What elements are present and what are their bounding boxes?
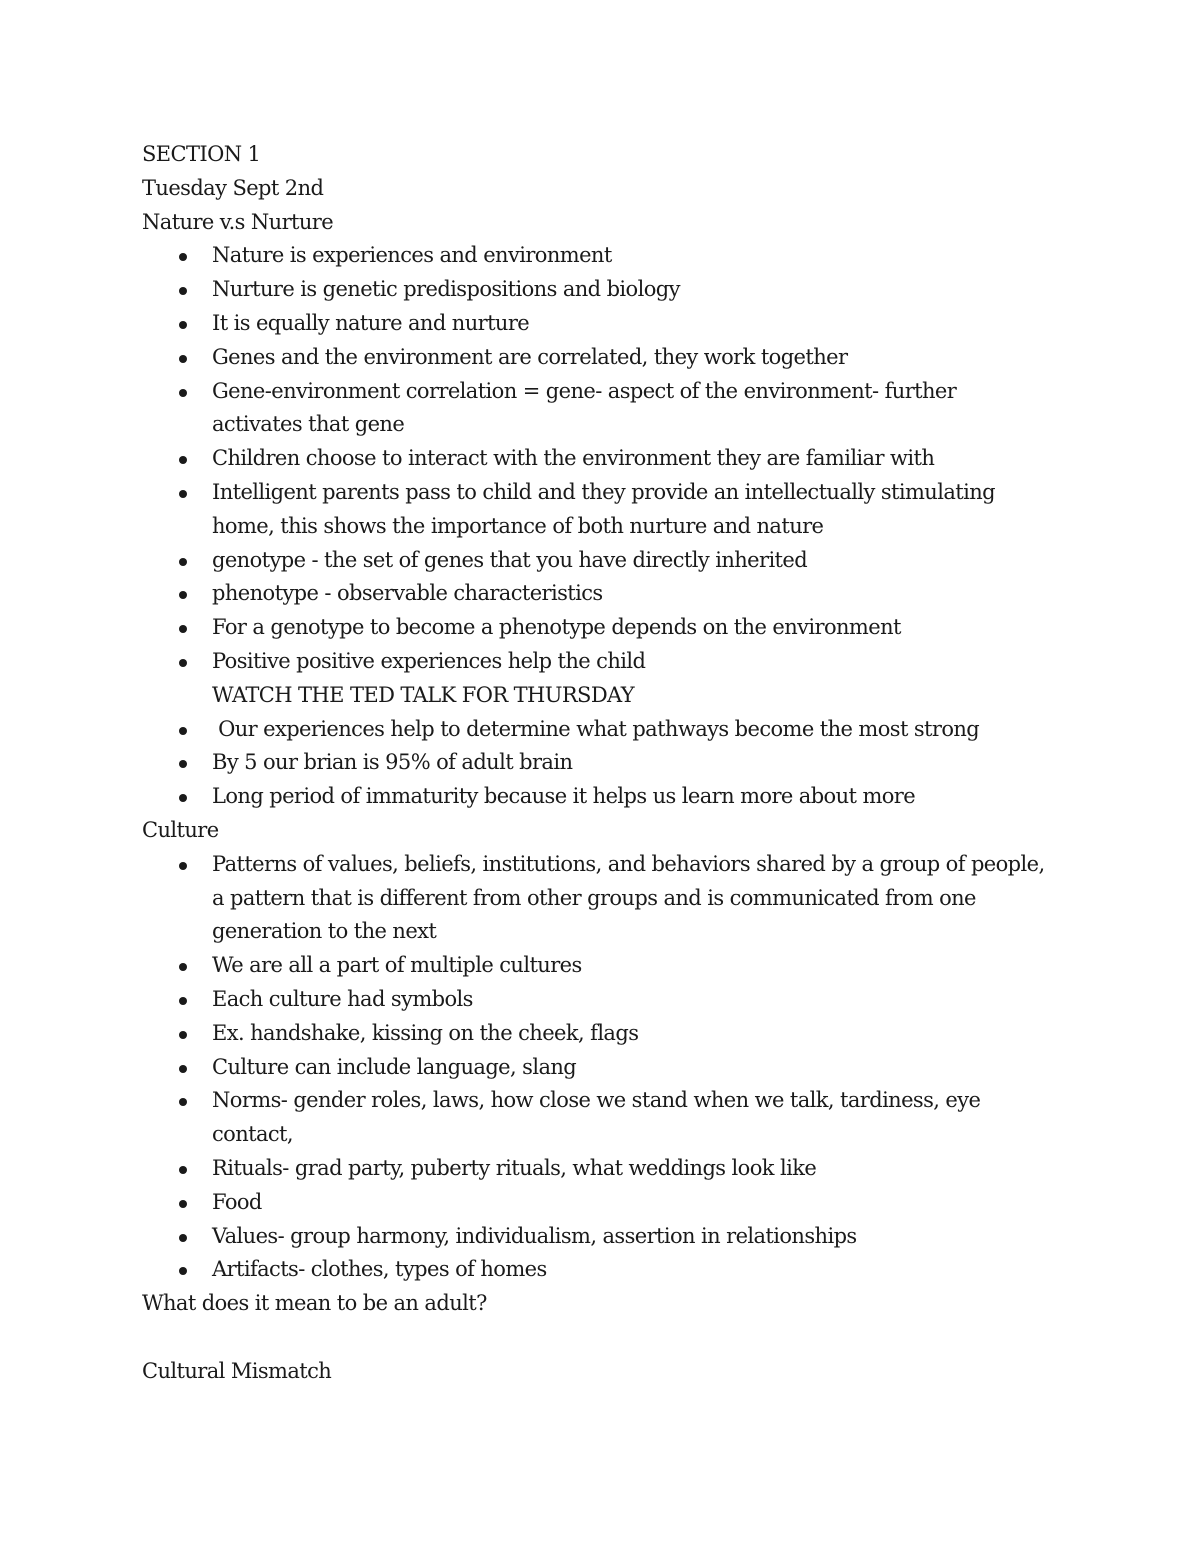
list-item: Long period of immaturity because it helps us learn more about more [142,780,1072,814]
list-item: It is equally nature and nurture [142,307,1072,341]
blank-line [142,1321,1072,1355]
nature-heading: Nature v.s Nurture [142,209,334,234]
document-page [142,138,1072,1388]
list-item: Gene-environment correlation = gene- aspect of the environment- further activates that gene [142,375,972,443]
list-item: Nature is experiences and environment [142,239,1072,273]
date-line: Tuesday Sept 2nd [142,175,324,200]
list-item: Patterns of values, beliefs, institutions, and behaviors shared by a group of people, a pattern that is different from other groups and is communicated from one generation to the next [142,848,1057,949]
list-item: genotype - the set of genes that you have directly inherited [142,544,1072,578]
cultural-mismatch-heading: Cultural Mismatch [142,1358,332,1383]
ted-talk-note: WATCH THE TED TALK FOR THURSDAY [212,682,635,707]
nature-list [142,239,1072,814]
list-item: We are all a part of multiple cultures [142,949,1072,983]
list-item: Our experiences help to determine what pathways become the most strong [142,713,1072,747]
list-item: Rituals- grad party, puberty rituals, what weddings look like [142,1152,1072,1186]
list-item: Positive positive experiences help the child [142,645,1072,679]
list-item: Norms- gender roles, laws, how close we stand when we talk, tardiness, eye contact, [142,1084,992,1152]
list-item: Food [142,1186,1072,1220]
list-item: phenotype - observable characteristics [142,577,1072,611]
list-item: Intelligent parents pass to child and they provide an intellectually stimulating home, this shows the importance of both nurture and nature [142,476,1012,544]
culture-list [142,848,1072,1287]
list-item: Genes and the environment are correlated, they work together [142,341,1072,375]
list-item: Children choose to interact with the environment they are familiar with [142,442,1072,476]
list-item: Nurture is genetic predispositions and biology [142,273,1072,307]
culture-heading: Culture [142,817,219,842]
list-item: For a genotype to become a phenotype depends on the environment [142,611,1072,645]
list-item: Each culture had symbols [142,983,1072,1017]
list-item: Ex. handshake, kissing on the cheek, flags [142,1017,1072,1051]
adult-question: What does it mean to be an adult? [142,1291,487,1316]
section-header: SECTION 1 [142,142,261,166]
list-item: Values- group harmony, individualism, assertion in relationships [142,1220,1072,1254]
list-item: By 5 our brian is 95% of adult brain [142,746,1072,780]
list-item: Artifacts- clothes, types of homes [142,1253,1072,1287]
list-item: Culture can include language, slang [142,1051,1072,1085]
